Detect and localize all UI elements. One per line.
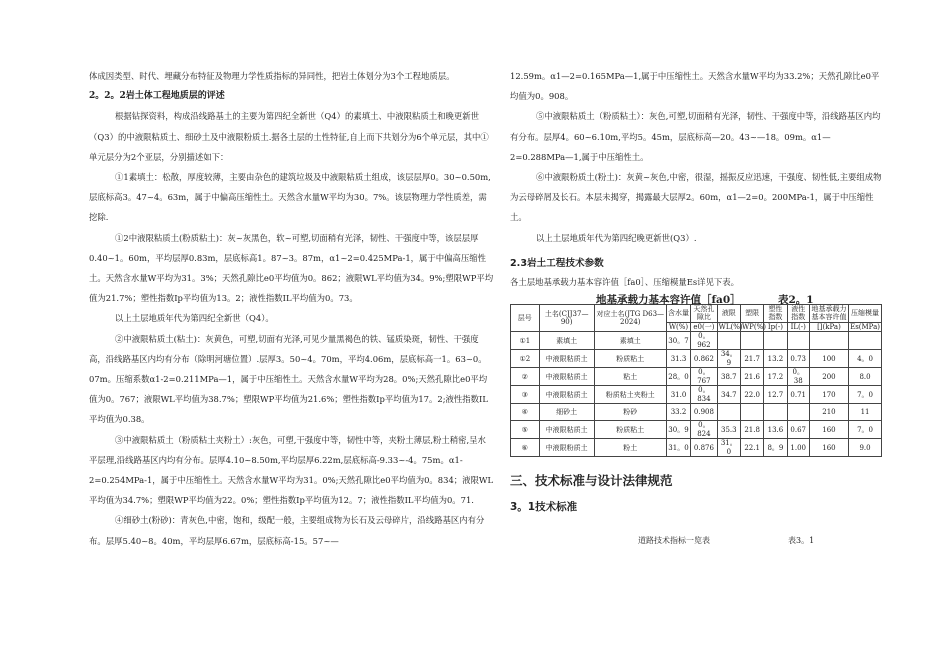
cell-fa0: 160 bbox=[809, 439, 848, 457]
col-es-header: 压缩模量 bbox=[849, 304, 882, 322]
layer-3-paragraph: ③中液限粘质土（粉质粘土夹粉土）:灰色，可塑,干强度中等，韧性中等，夹粉土薄层,粉土稍密,呈水平层理,沿线路基区内均有分布。层厚4.10~8.50m,平均层厚6.22m,层底标高-9.33~-4。75m。α1-2=0.254MPa-1，属于中压缩性土。天然含水量W平均为31。0%;天然孔隙比e0平均值为0。834；液限WL平均值为34.7%；塑限WP平均值为22。0%；塑性指数Ip平均值为12。7；液性指数IL平均值为0。71. bbox=[89, 434, 494, 506]
layer-2-paragraph: ②中液限粘质土(粘土)：灰黄色，可塑,切面有光泽,可见少量黑褐色的铁、锰质染斑，韧性、干强度高，沿线路基区内均有分布（除明河塘位置）.层厚3。50~4。70m，平均4.06m，层底标高一1。63~0。07m。压缩系数α1-2=0.211MPa—1，属于中压缩性土。天然含水量W平均为28。0%;天然孔隙比e0平均值为0。767；液限WL平均值为38.7%；塑限WP平均值为21.6%；塑性指数Ip平均值为17。2;液性指数IL平均值为0.38。 bbox=[89, 333, 488, 425]
cell-fa0 bbox=[809, 332, 848, 350]
col-corr-header: 对应土名(JTG D63—2024) bbox=[594, 304, 666, 332]
cell-e0: 0。834 bbox=[691, 386, 717, 404]
cell-ip: 17.2 bbox=[764, 368, 787, 386]
cell-wl bbox=[717, 332, 740, 350]
table-2-1-caption bbox=[510, 290, 882, 304]
cell-w: 30。7 bbox=[666, 332, 690, 350]
col-w-unit: W(%) bbox=[666, 322, 690, 332]
col-wp-unit: WP(%) bbox=[741, 322, 766, 331]
cell-layer: ⑥ bbox=[511, 439, 540, 457]
pleistocene-age-paragraph: 以上土层地质年代为第四纪晚更新世(Q3）. bbox=[536, 232, 697, 243]
cell-es: 8.0 bbox=[849, 368, 882, 386]
cell-es: 7。0 bbox=[849, 421, 882, 439]
cell-wp: 21.8 bbox=[740, 421, 763, 439]
cell-w: 28。0 bbox=[666, 368, 690, 386]
cell-name: 中液限粘质土 bbox=[539, 368, 594, 386]
cell-ip: 12.7 bbox=[764, 386, 787, 404]
cell-e0: 0。962 bbox=[691, 332, 717, 350]
cell-name: 中液限粘质土 bbox=[539, 386, 594, 404]
cell-corr: 粉质粘土 bbox=[594, 350, 666, 368]
table-2-1-title: 地基承载力基本容许值［fa0］ bbox=[596, 293, 741, 306]
table-row bbox=[511, 368, 882, 386]
table-3-1-title: 道路技术指标一览表 bbox=[638, 536, 710, 546]
cell-fa0: 160 bbox=[809, 421, 848, 439]
section-3-1-title: 3。1技术标准 bbox=[510, 501, 578, 514]
cell-il bbox=[787, 404, 809, 421]
col-ip-header: 塑性指数 bbox=[764, 304, 787, 322]
col-w-header: 含水量 bbox=[666, 304, 690, 322]
right-column bbox=[510, 66, 882, 551]
layer-1-1-paragraph: ①1素填土：松散，厚度较薄，主要由杂色的建筑垃圾及中液限粘质土组成，该层层厚0。30~0.50m,层底标高3。47~4。63m，属于中偏高压缩性土。天然含水量W平均为30。7%。该层物理力学性质差，需挖除. bbox=[89, 172, 491, 223]
cell-corr: 粉质粘土夹粉土 bbox=[594, 386, 666, 404]
cell-wl: 31。0 bbox=[717, 439, 740, 457]
cell-il: 0.73 bbox=[787, 350, 809, 368]
cell-e0: 0。767 bbox=[691, 368, 717, 386]
col-il-header: 液性指数 bbox=[787, 304, 809, 322]
col-e0-header: 天然孔隙比 bbox=[691, 304, 717, 322]
holocene-age-paragraph: 以上土层地质年代为第四纪全新世（Q4）。 bbox=[115, 313, 274, 324]
cell-es bbox=[849, 332, 882, 350]
cell-name: 素填土 bbox=[539, 332, 594, 350]
cell-es: 7。0 bbox=[849, 386, 882, 404]
cell-corr: 粉土 bbox=[594, 439, 666, 457]
table-row bbox=[511, 404, 882, 421]
cell-wp: 21.7 bbox=[740, 350, 763, 368]
col-name-header: 土名(CJJ37—90) bbox=[539, 304, 594, 332]
table-body bbox=[511, 332, 882, 457]
col-fa0-unit: [](kPa) bbox=[809, 322, 848, 332]
section-2-3-title: 2.3岩土工程技术参数 bbox=[510, 257, 604, 269]
cell-e0: 0.862 bbox=[691, 350, 717, 368]
cell-w: 31。0 bbox=[666, 439, 690, 457]
cell-il: 0.67 bbox=[787, 421, 809, 439]
cell-wp: 22.0 bbox=[740, 386, 763, 404]
cell-wp: 22.1 bbox=[740, 439, 763, 457]
chapter-3-title: 三、技术标准与设计法律规范 bbox=[510, 473, 673, 489]
cell-name: 中液限粉质土 bbox=[539, 439, 594, 457]
table-row bbox=[511, 332, 882, 350]
layer-6-paragraph: ⑥中液限粉质土(粉土)：灰黄~灰色,中密，很湿，摇振反应迅速，干强度、韧性低,主要组成物为云母碎屑及长石。本层未揭穿，揭露最大层厚2。60m，α1—2=0。200MPa-1，属于中压缩性土。 bbox=[510, 172, 882, 223]
col-fa0-header: 地基承载力基本容许值 bbox=[809, 304, 848, 322]
layer-1-2-paragraph: ①2中液限粘质土(粉质粘土)：灰~灰黑色，软~可塑,切面稍有光泽，韧性、干强度中等，该层层厚0.40~1。60m，平均层厚0.83m，层底标高1。87~3。87m，α1~2=0.425MPa-1，属于中偏高压缩性土。天然含水量W平均为31。3%；天然孔隙比e0平均值为0。862；液限WL平均值为34。9%;塑限WP平均值为21.7%；塑性指数Ip平均值为13。2；液性指数IL平均值为0。73。 bbox=[89, 232, 494, 304]
cell-layer: ①2 bbox=[511, 350, 540, 368]
col-es-unit: Es(MPa) bbox=[850, 322, 880, 331]
col-e0-unit: e0(一) bbox=[691, 322, 717, 332]
cell-e0: 0。824 bbox=[691, 421, 717, 439]
cell-wp bbox=[740, 404, 763, 421]
table-row bbox=[511, 439, 882, 457]
cell-wl: 34.7 bbox=[717, 386, 740, 404]
cell-layer: ② bbox=[511, 368, 540, 386]
cell-wl bbox=[717, 404, 740, 421]
cell-fa0: 170 bbox=[809, 386, 848, 404]
col-il-unit: IL(-) bbox=[787, 322, 809, 332]
table-row bbox=[511, 386, 882, 404]
section-2-2-2-title: 2。2。2岩土体工程地质层的评述 bbox=[89, 91, 225, 102]
cell-fa0: 210 bbox=[809, 404, 848, 421]
cell-es: 4。0 bbox=[849, 350, 882, 368]
col-wp-header: 塑限 bbox=[740, 304, 763, 322]
col-layer-header: 层号 bbox=[511, 304, 540, 332]
cell-es: 11 bbox=[849, 404, 882, 421]
cell-il: 1.00 bbox=[787, 439, 809, 457]
cell-wl: 34。9 bbox=[717, 350, 740, 368]
layer-4-paragraph: ④细砂土(粉砂)：青灰色,中密，饱和，级配一般，主要组成物为长石及云母碎片，沿线路基区内有分布。层厚5.40~8。40m，平均层厚6.67m，层底标高-15。57~— bbox=[89, 515, 485, 546]
cell-fa0: 200 bbox=[809, 368, 848, 386]
table-row bbox=[511, 350, 882, 368]
cell-fa0: 100 bbox=[809, 350, 848, 368]
cell-corr: 粉质粘土 bbox=[594, 421, 666, 439]
cell-w: 31.3 bbox=[666, 350, 690, 368]
cell-es: 9.0 bbox=[849, 439, 882, 457]
cell-wp: 21.6 bbox=[740, 368, 763, 386]
layer-4-continued: 12.59m。α1—2=0.165MPa—1,属于中压缩性土。天然含水量W平均为33.2%；天然孔隙比e0平均值为0。908。 bbox=[510, 71, 880, 102]
cell-e0: 0.908 bbox=[691, 404, 717, 421]
table-3-1-caption bbox=[510, 531, 882, 551]
cell-wl: 38.7 bbox=[717, 368, 740, 386]
intro-paragraph: 体成因类型、时代、埋藏分布特征及物理力学性质指标的异同性，把岩土体划分为3个工程地质层。 bbox=[89, 71, 455, 81]
col-wl-header: 液限 bbox=[717, 304, 740, 322]
cell-layer: ①1 bbox=[511, 332, 540, 350]
table-row bbox=[511, 421, 882, 439]
cell-ip: 13.6 bbox=[764, 421, 787, 439]
cell-corr: 素填土 bbox=[594, 332, 666, 350]
cell-layer: ⑤ bbox=[511, 421, 540, 439]
cell-corr: 粘土 bbox=[594, 368, 666, 386]
col-ip-unit: Ip(-) bbox=[764, 322, 787, 332]
cell-il bbox=[787, 332, 809, 350]
cell-name: 细砂土 bbox=[539, 404, 594, 421]
drilling-paragraph: 根据钻探资料，构成沿线路基土的主要为第四纪全新世（Q4）的素填土、中液限粘质土和晚更新世（Q3）的中液限粘质土、细砂土及中液限粉质土.据各土层的土性特征,自上而下共划分为6个单元层，其中①单元层分为2个亚层，分别描述如下： bbox=[89, 111, 489, 162]
cell-wl: 35.3 bbox=[717, 421, 740, 439]
cell-ip bbox=[764, 332, 787, 350]
col-wl-unit: WL(%) bbox=[718, 322, 743, 331]
left-column bbox=[89, 66, 494, 551]
cell-il: 0。38 bbox=[787, 368, 809, 386]
cell-w: 33.2 bbox=[666, 404, 690, 421]
layer-5-paragraph: ⑤中液限粘质土（粉质粘土）：灰色,可塑,切面稍有光泽，韧性、干强度中等，沿线路基区内均有分布。层厚4。60~6.10m,平均5。45m，层底标高—20。43~—18。09m。α1—2=0.288MPa—1,属于中压缩性土。 bbox=[510, 111, 881, 162]
cell-name: 中液限粘质土 bbox=[539, 421, 594, 439]
table-3-1-number: 表3。1 bbox=[788, 536, 815, 546]
cell-ip: 8。9 bbox=[764, 439, 787, 457]
cell-corr: 粉砂 bbox=[594, 404, 666, 421]
cell-w: 30。9 bbox=[666, 421, 690, 439]
cell-w: 31.0 bbox=[666, 386, 690, 404]
cell-wp bbox=[740, 332, 763, 350]
table-2-1-number: 表2。1 bbox=[778, 293, 814, 306]
cell-il: 0.71 bbox=[787, 386, 809, 404]
cell-ip: 13.2 bbox=[764, 350, 787, 368]
bearing-capacity-table bbox=[510, 304, 882, 458]
cell-name: 中液限粘质土 bbox=[539, 350, 594, 368]
params-paragraph: 各土层地基承载力基本容许值［fa0］、压缩模量Es详见下表。 bbox=[510, 276, 740, 287]
cell-ip bbox=[764, 404, 787, 421]
cell-e0: 0.876 bbox=[691, 439, 717, 457]
cell-layer: ③ bbox=[511, 386, 540, 404]
cell-layer: ④ bbox=[511, 404, 540, 421]
